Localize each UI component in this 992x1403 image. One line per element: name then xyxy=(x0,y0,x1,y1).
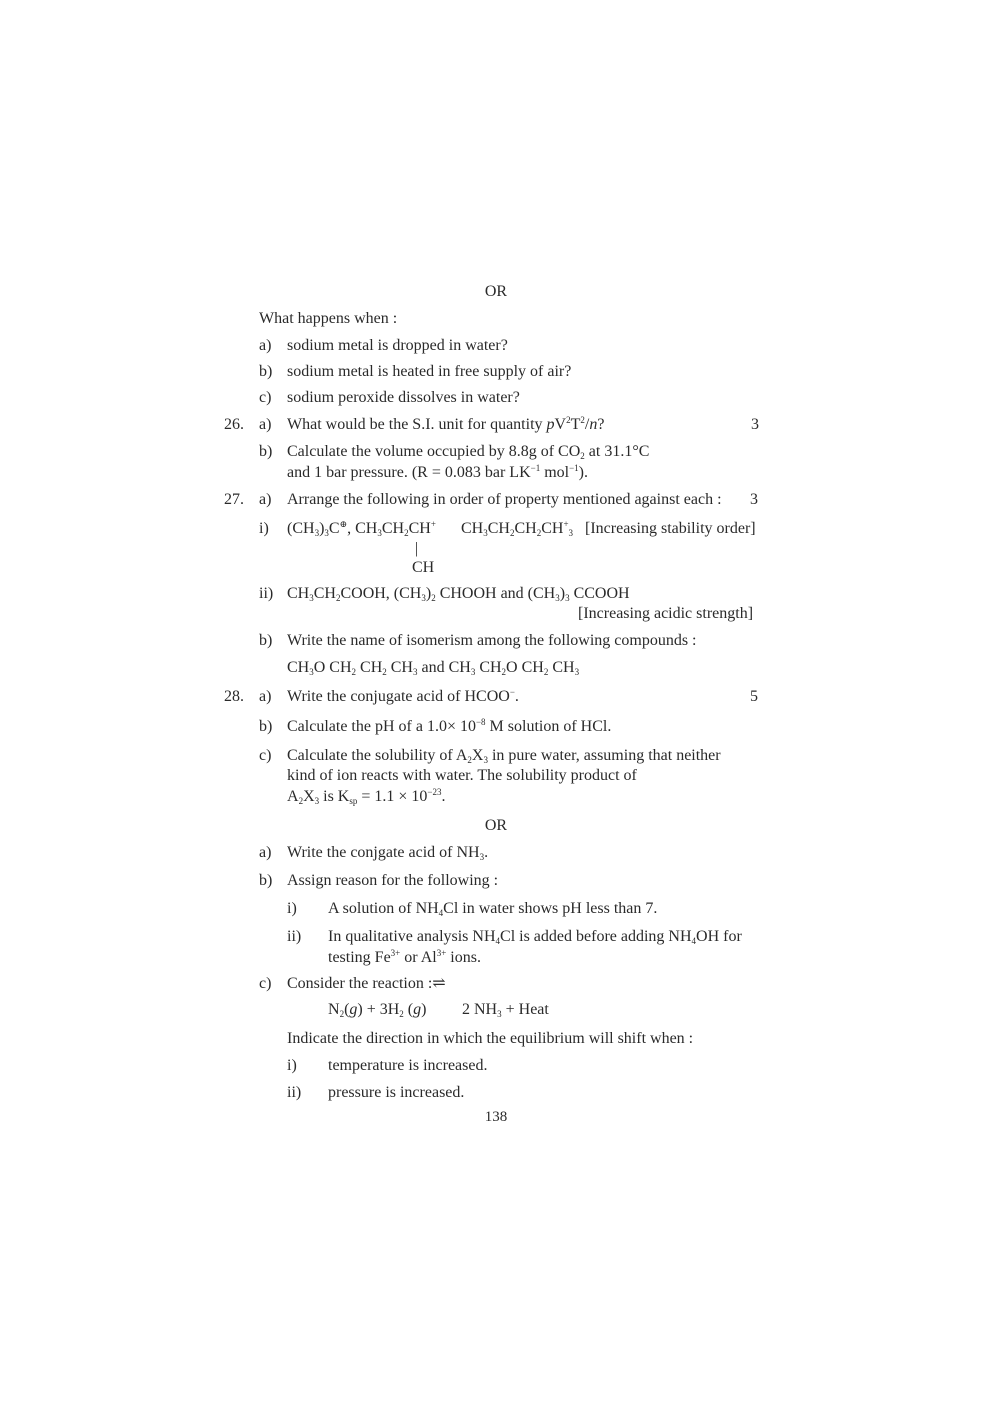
q27-i-branch: CH xyxy=(412,559,435,576)
q28-c-line1: Calculate the solubility of $A_2X_3$ in pure water, assuming that neither xyxy=(287,747,721,765)
equilibrium-arrow-icon: ⇌ xyxy=(432,975,446,992)
alt28-a-label: a) xyxy=(259,844,272,861)
q27-i-branch-bond: | xyxy=(415,540,419,557)
reaction-rhs: 2 $NH_3$ + Heat xyxy=(462,1001,549,1019)
alt25-a-text: sodium metal is dropped in water? xyxy=(287,337,508,354)
q27-ii-label: ii) xyxy=(259,585,274,602)
alt28-bii-line1: In qualitative analysis $NH_4Cl$ is added before adding $NH_4OH$ for xyxy=(328,928,742,946)
alt28-bi-label: i) xyxy=(287,900,297,917)
q28-a-label: a) xyxy=(259,688,272,705)
q28-a-text: Write the conjugate acid of HCOO−. xyxy=(287,687,519,705)
alt25-a-label: a) xyxy=(259,337,272,354)
page-number: 138 xyxy=(484,1109,508,1125)
q28-c-line2: kind of ion reacts with water. The solubility product of xyxy=(287,767,637,784)
q26-a-label: a) xyxy=(259,416,272,433)
reaction-lhs: $N_2(g) + 3H_2$ (g) xyxy=(328,1001,427,1019)
q28-b-label: b) xyxy=(259,718,273,735)
alt28-ci-label: i) xyxy=(287,1057,297,1074)
alt28-indicate: Indicate the direction in which the equilibrium will shift when : xyxy=(287,1030,694,1047)
q26-b-line2: and 1 bar pressure. (R = 0.083 bar $LK^{-1}$ mol$^{-1}$). xyxy=(287,463,588,481)
q26-b-label: b) xyxy=(259,443,273,460)
q27-b-label: b) xyxy=(259,632,273,649)
or-divider-2: OR xyxy=(484,817,508,834)
q28-number: 28. xyxy=(224,688,244,705)
alt28-c-text: Consider the reaction :⇌ xyxy=(287,975,446,992)
q28-c-line3: $A_2X_3$ is $K_{sp} = 1.1 \times 10^{-23}$. xyxy=(287,787,446,806)
alt28-bii-line2: testing $Fe^{3+}$ or $Al^{3+}$ ions. xyxy=(328,948,481,966)
q28-c-label: c) xyxy=(259,747,272,764)
or-divider: OR xyxy=(484,283,508,300)
q28-b-text: Calculate the pH of a $1.0\times 10^{-8}$ M solution of HCl. xyxy=(287,717,612,735)
alt28-b-label: b) xyxy=(259,872,273,889)
q27-ii-formulas: $CH_3CH_2COOH$, $(CH_3)_2$ CHOOH and $(CH_3)_3$ CCOOH xyxy=(287,585,630,603)
alt28-cii-text: pressure is increased. xyxy=(328,1084,465,1101)
q27-b-text: Write the name of isomerism among the following compounds : xyxy=(287,632,697,649)
q27-a-label: a) xyxy=(259,491,272,508)
q27-number: 27. xyxy=(224,491,244,508)
alt25-c-label: c) xyxy=(259,389,272,406)
q28-marks: 5 xyxy=(750,688,758,705)
alt28-bi-text: A solution of $NH_4Cl$ in water shows pH less than 7. xyxy=(328,900,658,918)
q27-i-label: i) xyxy=(259,520,269,537)
q27-i-formula-2: $CH_3CH_2CH_2CH^+_3$ xyxy=(461,519,574,538)
alt28-bii-label: ii) xyxy=(287,928,302,945)
alt28-b-text: Assign reason for the following : xyxy=(287,872,499,889)
alt28-a-text: Write the conjgate acid of $NH_3$. xyxy=(287,844,489,862)
q27-marks: 3 xyxy=(750,491,758,508)
alt28-ci-text: temperature is increased. xyxy=(328,1057,488,1074)
question-intro: What happens when : xyxy=(259,310,398,327)
q26-a-text: What would be the S.I. unit for quantity $pV^2T^2/n$? xyxy=(287,415,605,433)
q26-number: 26. xyxy=(224,416,244,433)
alt25-b-label: b) xyxy=(259,363,273,380)
alt28-cii-label: ii) xyxy=(287,1084,302,1101)
alt28-c-label: c) xyxy=(259,975,272,992)
q27-ii-note: [Increasing acidic strength] xyxy=(578,605,754,622)
q27-i-formula-1: $(CH_3)_3C^\oplus$, $CH_3CH_2CH^+$ xyxy=(287,519,436,538)
q27-i-note: [Increasing stability order] xyxy=(585,520,756,537)
alt25-b-text: sodium metal is heated in free supply of air? xyxy=(287,363,572,380)
q27-a-text: Arrange the following in order of property mentioned against each : xyxy=(287,491,722,508)
alt25-c-text: sodium peroxide dissolves in water? xyxy=(287,389,520,406)
q27-b-formulas: $CH_3O$ $CH_2$ $CH_2$ $CH_3$ and $CH_3$ $CH_2O$ $CH_2$ $CH_3$ xyxy=(287,659,580,677)
q26-marks: 3 xyxy=(751,416,759,433)
q26-b-line1: Calculate the volume occupied by 8.8g of $CO_2$ at 31.1°C xyxy=(287,443,650,461)
